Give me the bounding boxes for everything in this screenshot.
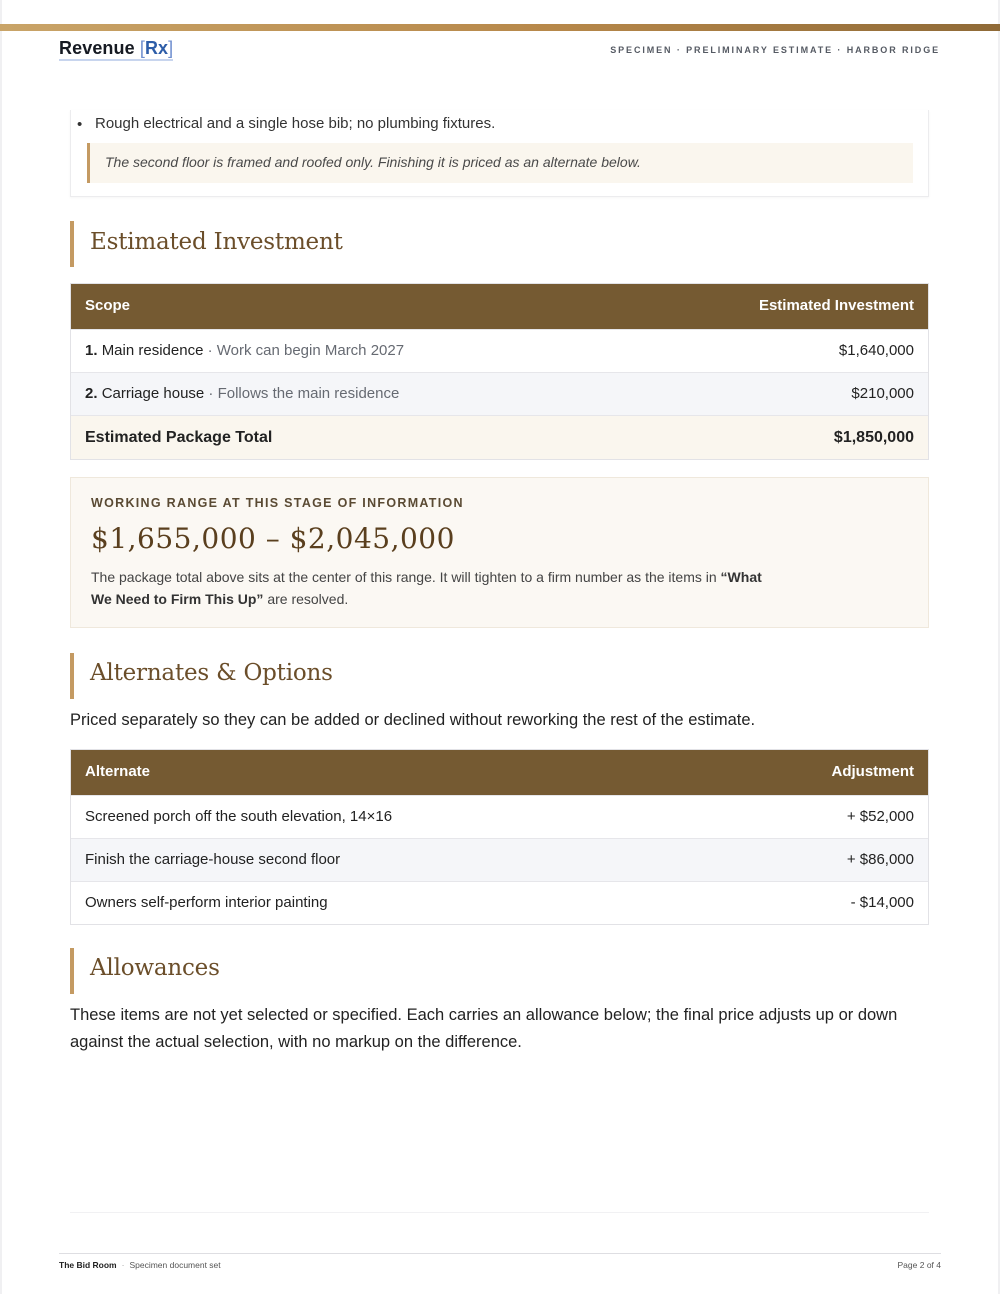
table-row [71, 329, 928, 372]
col-header-adjustment: Adjustment [831, 763, 914, 780]
section-accent-bar [70, 221, 74, 267]
page-edge-left [0, 0, 2, 1294]
table-row [71, 795, 928, 838]
col-header-alternate: Alternate [85, 763, 151, 780]
row-name: Main residence [101, 342, 204, 359]
row-name: Carriage house [101, 385, 205, 402]
table-row [71, 881, 928, 924]
row-name: Finish the carriage-house second floor [85, 851, 341, 868]
bullet-dot: • [77, 116, 83, 133]
section-title: Allowances [90, 955, 220, 981]
range-desc-end: are resolved. [263, 591, 349, 607]
footer-rule [59, 1253, 941, 1254]
section-title: Alternates & Options [90, 660, 333, 686]
section-accent-bar [70, 653, 74, 699]
alternates-lead: Priced separately so they can be added or declined without reworking the rest of the estimate. [70, 711, 756, 729]
col-header-investment: Estimated Investment [758, 297, 914, 314]
carryover-bullet-text: Rough electrical and a single hose bib; no plumbing fixtures. [95, 115, 496, 132]
range-desc-reference: “What We Need to Firm This Up” [91, 569, 762, 607]
table-row [71, 372, 928, 415]
row-value: - $14,000 [850, 894, 914, 911]
table-row [71, 838, 928, 881]
brand-underline [59, 59, 173, 61]
table-header [71, 284, 928, 329]
table-total-row [71, 415, 928, 459]
range-label: WORKING RANGE AT THIS STAGE OF INFORMATION [91, 496, 464, 510]
alternates-table [70, 749, 929, 925]
row-scope [85, 385, 399, 402]
top-accent-bar [0, 24, 1000, 31]
row-detail: · Follows the main residence [208, 385, 400, 402]
row-value: $210,000 [851, 385, 914, 402]
investment-table [70, 283, 929, 460]
range-description [91, 566, 771, 610]
footer-separator: · [121, 1260, 125, 1270]
row-value: $1,640,000 [838, 342, 914, 359]
page-number: Page 2 of 4 [897, 1260, 941, 1270]
row-scope [85, 342, 404, 359]
col-header-scope: Scope [85, 297, 131, 314]
callout-note [87, 143, 913, 183]
content-divider [70, 1212, 929, 1213]
range-desc-text: The package total above sits at the center of this range. It will tighten to a firm number as the items in [91, 569, 721, 585]
footer-docset: Specimen document set [129, 1260, 221, 1270]
total-label: Estimated Package Total [85, 429, 273, 446]
footer-company: The Bid Room [59, 1260, 117, 1270]
header-meta: SPECIMEN · PRELIMINARY ESTIMATE · HARBOR RIDGE [610, 45, 940, 55]
total-value: $1,850,000 [833, 429, 914, 446]
row-number: 2. [85, 385, 98, 402]
row-value: + $52,000 [846, 808, 914, 825]
section-accent-bar [70, 948, 74, 994]
footer-left [59, 1260, 221, 1270]
table-header [71, 750, 928, 795]
row-number: 1. [85, 342, 98, 359]
carryover-card [70, 110, 929, 197]
row-detail: · Work can begin March 2027 [207, 342, 405, 359]
brand-logo [59, 38, 173, 59]
section-title: Estimated Investment [90, 229, 343, 255]
allowances-lead: These items are not yet selected or specified. Each carries an allowance below; the final price adjusts up or down against the actual selection, with no markup on the difference. [70, 1006, 898, 1051]
row-value: + $86,000 [846, 851, 914, 868]
range-value: $1,655,000 – $2,045,000 [91, 522, 455, 555]
brand-rx-mark: [Rx] [139, 38, 174, 58]
brand-name: Revenue [59, 38, 135, 58]
row-name: Screened porch off the south elevation, 14×16 [85, 808, 393, 825]
row-name: Owners self-perform interior painting [85, 894, 328, 911]
working-range-box [70, 477, 929, 628]
brand-rx-text: Rx [144, 38, 169, 58]
callout-note-text: The second floor is framed and roofed only. Finishing it is priced as an alternate below. [105, 154, 641, 170]
